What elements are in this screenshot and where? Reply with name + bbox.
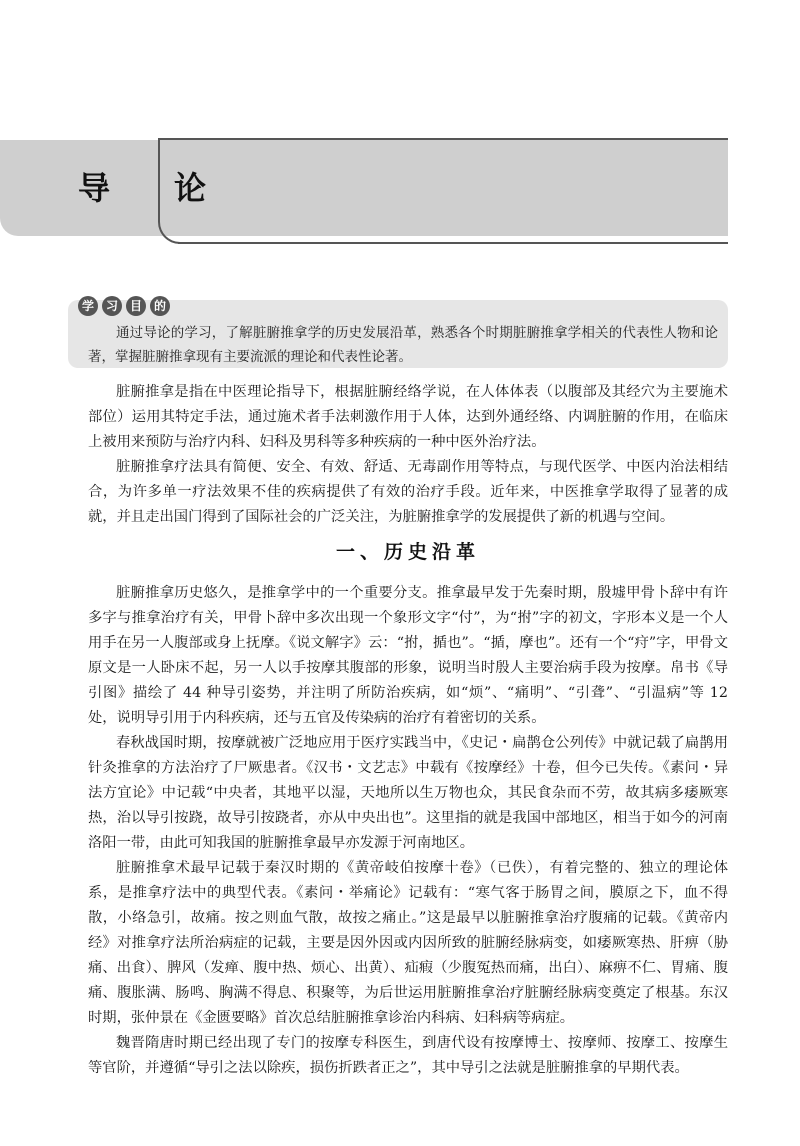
intro-paragraph-1: 脏腑推拿是指在中医理论指导下，根据脏腑经络学说，在人体体表（以腹部及其经穴为主要施术部位）运用其特定手法，通过施术者手法刺激作用于人体，达到外通经络、内调脏腑的作用，在临床上被用来预防与治疗内科、妇科及男科等多种疾病的一种中医外治疗法。 (88, 384, 728, 450)
objectives-label-char: 的 (150, 296, 170, 316)
history-paragraph-4: 魏晋隋唐时期已经出现了专门的按摩专科医生，到唐代设有按摩博士、按摩师、按摩工、按摩生等官阶，并遵循“导引之法以除疾，损伤折跌者正之”，其中导引之法就是脏腑推拿的早期代表。 (88, 1035, 728, 1076)
history-paragraph-2: 春秋战国时期，按摩就被广泛地应用于医疗实践当中，《史记・扁鹊仓公列传》中就记载了扁鹊用针灸推拿的方法治疗了尸厥患者。《汉书・文艺志》中载有《按摩经》十卷，但今已失传。《素问・异法方宜论》中记载“中央者，其地平以湿，天地所以生万物也众，其民食杂而不劳，故其病多痿厥寒热，治以导引按跷，故导引按跷者，亦从中央出也”。这里指的就是我国中部地区，相当于如今的河南洛阳一带，由此可知我国的脏腑推拿最早亦发源于河南地区。 (88, 735, 728, 851)
header-bottom-rule (178, 242, 728, 244)
chapter-title: 导论 (78, 169, 271, 207)
objectives-text: 通过导论的学习，了解脏腑推拿学的历史发展沿革，熟悉各个时期脏腑推拿学相关的代表性人物和论著，掌握脏腑推拿现有主要流派的理论和代表性论著。 (88, 325, 718, 365)
section-heading-history: 一、历史沿革 (335, 541, 480, 563)
history-paragraph-3: 脏腑推拿术最早记载于秦汉时期的《黄帝岐伯按摩十卷》（已佚），有着完整的、独立的理论体系，是推拿疗法中的典型代表。《素问・举痛论》记载有：“寒气客于肠胃之间，膜原之下，血不得散，小络急引，故痛。按之则血气散，故按之痛止。”这是最早以脏腑推拿治疗腹痛的记载。《黄帝内经》对推拿疗法所治病症的记载，主要是因外因或内因所致的脏腑经脉病变，如痿厥寒热、肝痹（胁痛、出食）、脾风（发瘅、腹中热、烦心、出黄）、疝瘕（少腹冤热而痛，出白）、麻痹不仁、胃痛、腹痛、腹胀满、肠鸣、胸满不得息、积聚等，为后世运用脏腑推拿治疗脏腑经脉病变奠定了根基。东汉时期，张仲景在《金匮要略》首次总结脏腑推拿诊治内科病、妇科病等病症。 (88, 860, 728, 1026)
intro-paragraph-2: 脏腑推拿疗法具有简便、安全、有效、舒适、无毒副作用等特点，与现代医学、中医内治法相结合，为许多单一疗法效果不佳的疾病提供了有效的治疗手段。近年来，中医推拿学取得了显著的成就，并且走出国门得到了国际社会的广泛关注，为脏腑推拿学的发展提供了新的机遇与空间。 (88, 459, 728, 525)
objectives-label (78, 296, 188, 316)
objectives-label-char: 习 (102, 296, 122, 316)
objectives-label-char: 目 (126, 296, 146, 316)
objectives-label-char: 学 (78, 296, 98, 316)
history-paragraph-1: 脏腑推拿历史悠久，是推拿学中的一个重要分支。推拿最早发于先秦时期，殷墟甲骨卜辞中有许多字与推拿治疗有关，甲骨卜辞中多次出现一个象形文字“付”，为“拊”字的初文，字形本义是一个人用手在另一人腹部或身上抚摩。《说文解字》云：“拊，揗也”。“揗，摩也”。还有一个“疛”字，甲骨文原文是一人卧床不起，另一人以手按摩其腹部的形象，说明当时殷人主要治病手段为按摩。帛书《导引图》描绘了 44 种导引姿势，并注明了所防治疾病，如“烦”、“痛明”、“引聋”、“引温病”等 12 处，说明导引用于内科疾病，还与五官及传染病的治疗有着密切的关系。 (88, 585, 728, 726)
